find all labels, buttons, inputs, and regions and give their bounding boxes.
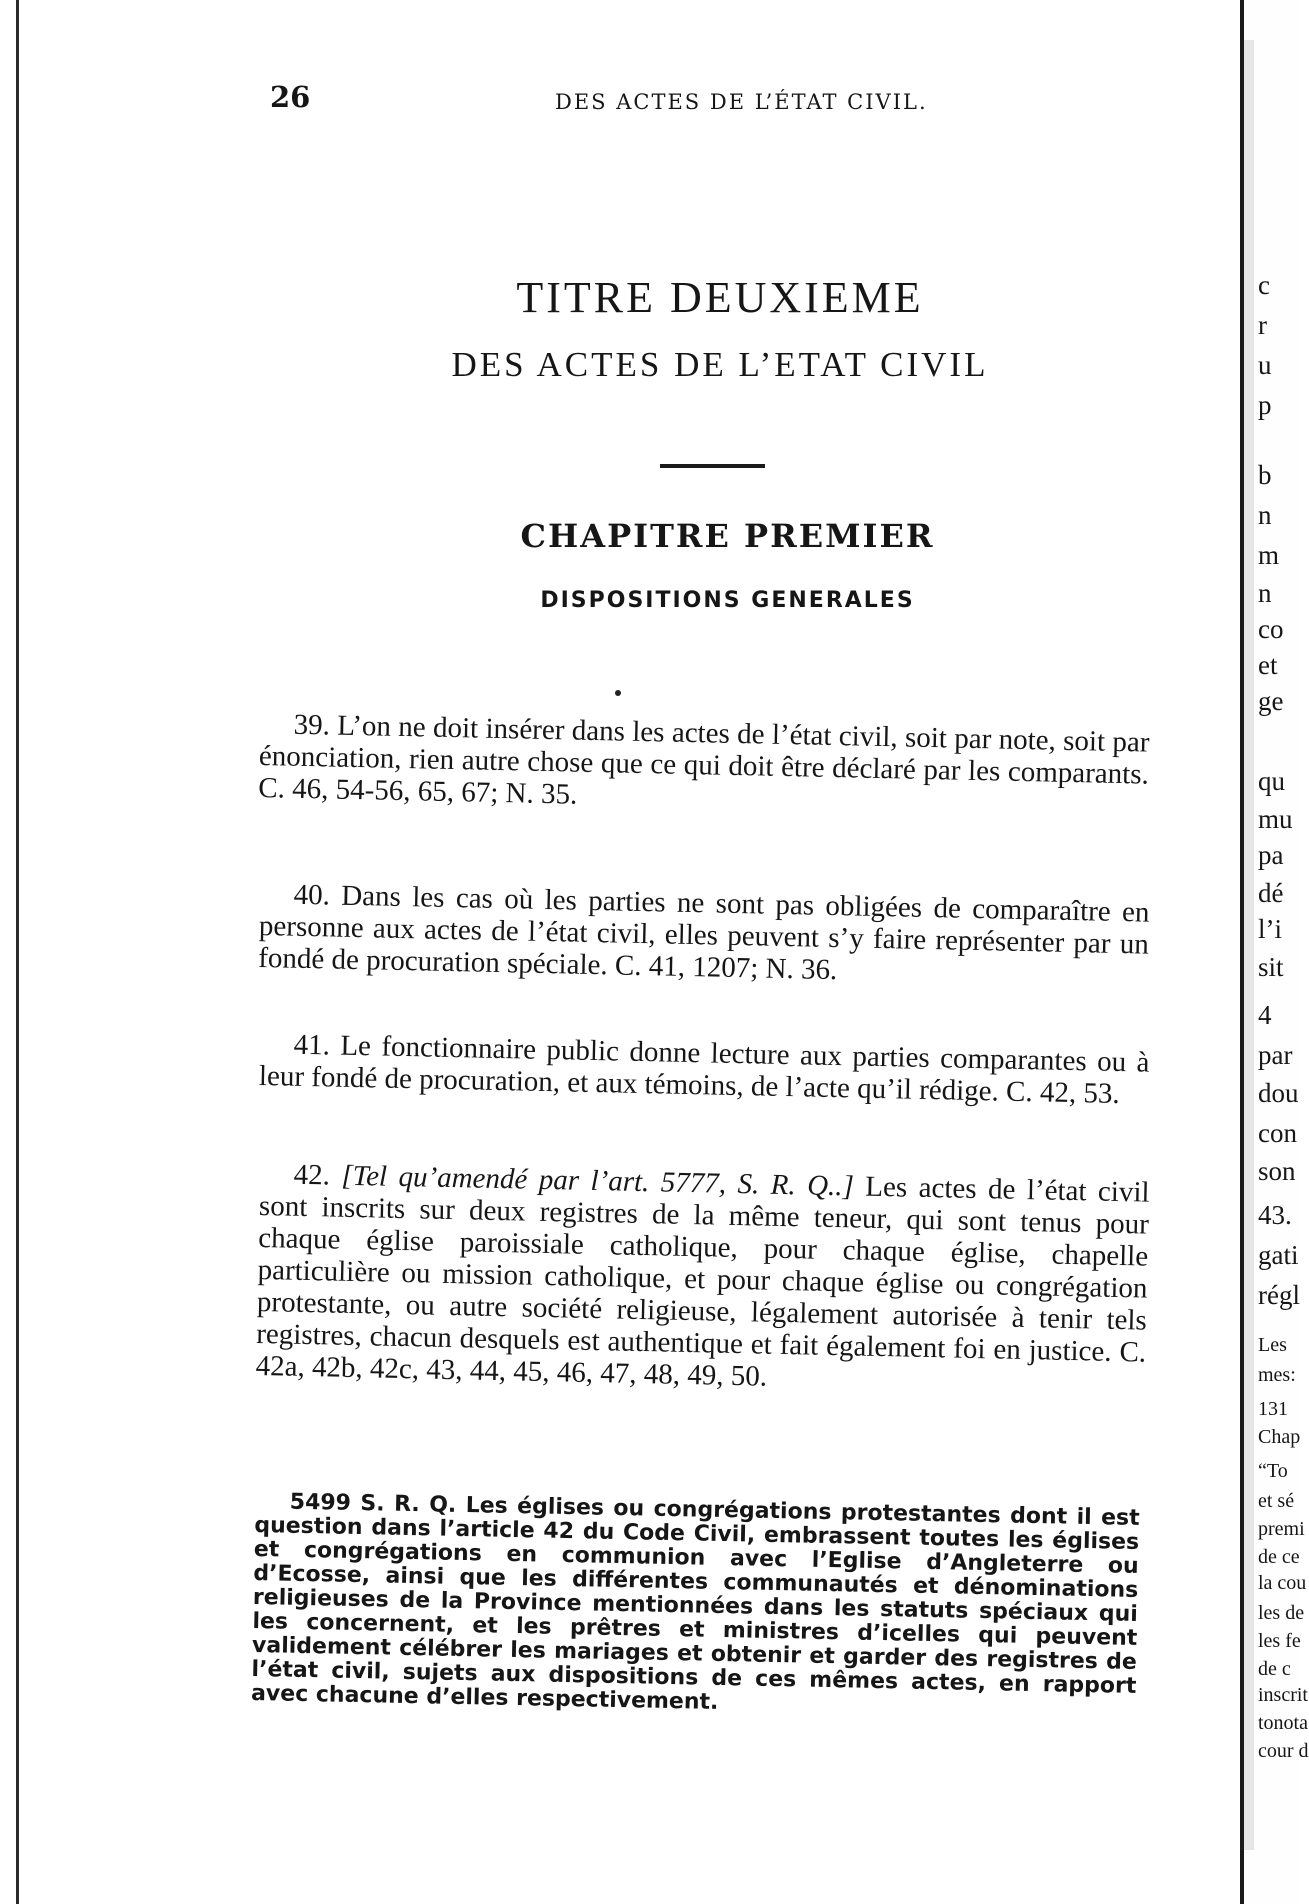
facing-page-fragment: Les (1258, 1334, 1287, 1356)
facing-page-fragment: m (1258, 540, 1280, 570)
title-main: TITRE DEUXIEME (516, 273, 924, 322)
facing-page-fragment: 43. (1258, 1200, 1292, 1230)
article-number: 42. (293, 1158, 331, 1192)
facing-page-fragment: c (1258, 270, 1270, 300)
facing-page-fragment: et sé (1258, 1490, 1295, 1512)
section-rule (660, 464, 765, 468)
page-content (230, 60, 1150, 1780)
running-title: DES ACTES DE L’ÉTAT CIVIL. (555, 90, 928, 114)
facing-page-fragment: u (1258, 350, 1272, 380)
facing-page-fragment: tonota (1258, 1712, 1308, 1734)
facing-page-fragment: les fe (1258, 1630, 1301, 1652)
ornament-dot (615, 690, 621, 696)
facing-page-fragment: p (1258, 390, 1272, 420)
facing-page-fragment: cour d (1258, 1740, 1309, 1762)
chapter-title: CHAPITRE PREMIER (520, 517, 935, 555)
article-41 (259, 1028, 1150, 1111)
facing-page-fragment: régl (1258, 1280, 1300, 1310)
article-number: 40. (293, 878, 331, 912)
facing-page-fragment: 4 (1258, 1000, 1272, 1030)
facing-page-fragment: r (1258, 310, 1267, 340)
article-number: 39. (293, 708, 331, 742)
facing-page-fragment: sit (1258, 952, 1284, 982)
article-amendment: [Tel qu’amendé par l’art. 5777, S. R. Q..] (341, 1159, 855, 1203)
article-text: Les actes de l’état civil sont inscrits sur deux registres de la même teneur, qui sont tenus pour chaque église paroissiale catholique, pour chaque église, chapelle particulière ou mission catholique, et pour chaque église ou congrégation protestante, ou autre société religieuse, légalement autorisée à tenir tels registres, chacun desquels est authentique et fait également foi en justice. C. 42a, 42b, 42c, 43, 44, 45, 46, 47, 48, 49, 50. (255, 1170, 1150, 1393)
facing-page (1240, 0, 1309, 1904)
facing-page-fragment: con (1258, 1118, 1297, 1148)
facing-page-fragment: la cou (1258, 1572, 1307, 1594)
facing-page-fragment: Chap (1258, 1426, 1301, 1448)
facing-page-fragment: “To (1258, 1460, 1288, 1482)
running-head (270, 80, 1130, 130)
facing-page-fragment: b (1258, 460, 1272, 490)
article-number: 41. (293, 1028, 331, 1062)
chapter-subtitle: DISPOSITIONS GENERALES (540, 588, 915, 613)
facing-page-fragment: premi (1258, 1518, 1305, 1540)
article-text: L’on ne doit insérer dans les actes de l’état civil, soit par note, soit par énonciation, rien autre chose que ce qui doit être déclaré par les comparants. C. 46, 54-56, 65, 67; N. 35. (257, 709, 1150, 811)
facing-page-fragment: gati (1258, 1240, 1299, 1270)
article-text: Le fonctionnaire public donne lecture aux parties comparantes ou à leur fondé de procuration, et aux témoins, de l’acte qu’il rédige. C. 42, 53. (258, 1029, 1150, 1111)
article-39 (258, 708, 1150, 823)
facing-page-fragment: co (1258, 614, 1284, 644)
title-block (230, 272, 1150, 385)
page-number: 26 (270, 80, 311, 114)
note-text: S. R. Q. Les églises ou congrégations protestantes dont il est question dans l’article 42 du Code Civil, embrassent toutes les églises et congrégations en communion avec l’Eglise d’Angleterre ou d’Ecosse, ainsi que les différentes communautés et dénominations religieuses de la Province mentionnées dans les statuts spéciaux qui les concernent, et les prêtres et ministres d’icelles qui peuvent validement célébrer les mariages et obtenir et garder des registres de l’état civil, sujets aux dispositions de ces mêmes actes, en rapport avec chacune d’elles respectivement. (250, 1491, 1140, 1715)
facing-page-edge (1244, 40, 1254, 1850)
article-40 (258, 878, 1150, 993)
facing-page-fragment: n (1258, 578, 1272, 608)
article-42 (255, 1158, 1149, 1401)
facing-page-fragment: n (1258, 500, 1272, 530)
facing-page-fragment: de ce (1258, 1546, 1300, 1568)
facing-page-fragment: mes: (1258, 1364, 1296, 1386)
facing-page-fragment: par (1258, 1040, 1293, 1070)
facing-page-fragment: pa (1258, 840, 1284, 870)
note-number: 5499 (289, 1489, 352, 1516)
facing-page-fragment: inscrit (1258, 1684, 1308, 1706)
facing-page-fragment: ge (1258, 686, 1284, 716)
statute-note (251, 1490, 1140, 1723)
facing-page-fragment: dé (1258, 878, 1284, 908)
book-edge (0, 0, 19, 1904)
facing-page-fragment: dou (1258, 1078, 1299, 1108)
facing-page-fragment: qu (1258, 766, 1285, 796)
facing-page-fragment: de c (1258, 1658, 1291, 1680)
facing-page-fragment: son (1258, 1156, 1296, 1186)
article-text: Dans les cas où les parties ne sont pas obligées de comparaître en personne aux actes de l’état civil, elles peuvent s’y faire représenter par un fondé de procuration spéciale. C. 41, 1207; N. 36. (257, 879, 1150, 987)
title-subtitle: DES ACTES DE L’ETAT CIVIL (451, 345, 989, 384)
facing-page-fragment: et (1258, 650, 1278, 680)
facing-page-fragment: mu (1258, 804, 1293, 834)
facing-page-fragment: les de (1258, 1602, 1305, 1624)
facing-page-fragment: 131 (1258, 1398, 1288, 1420)
facing-page-fragment: l’i (1258, 914, 1282, 944)
